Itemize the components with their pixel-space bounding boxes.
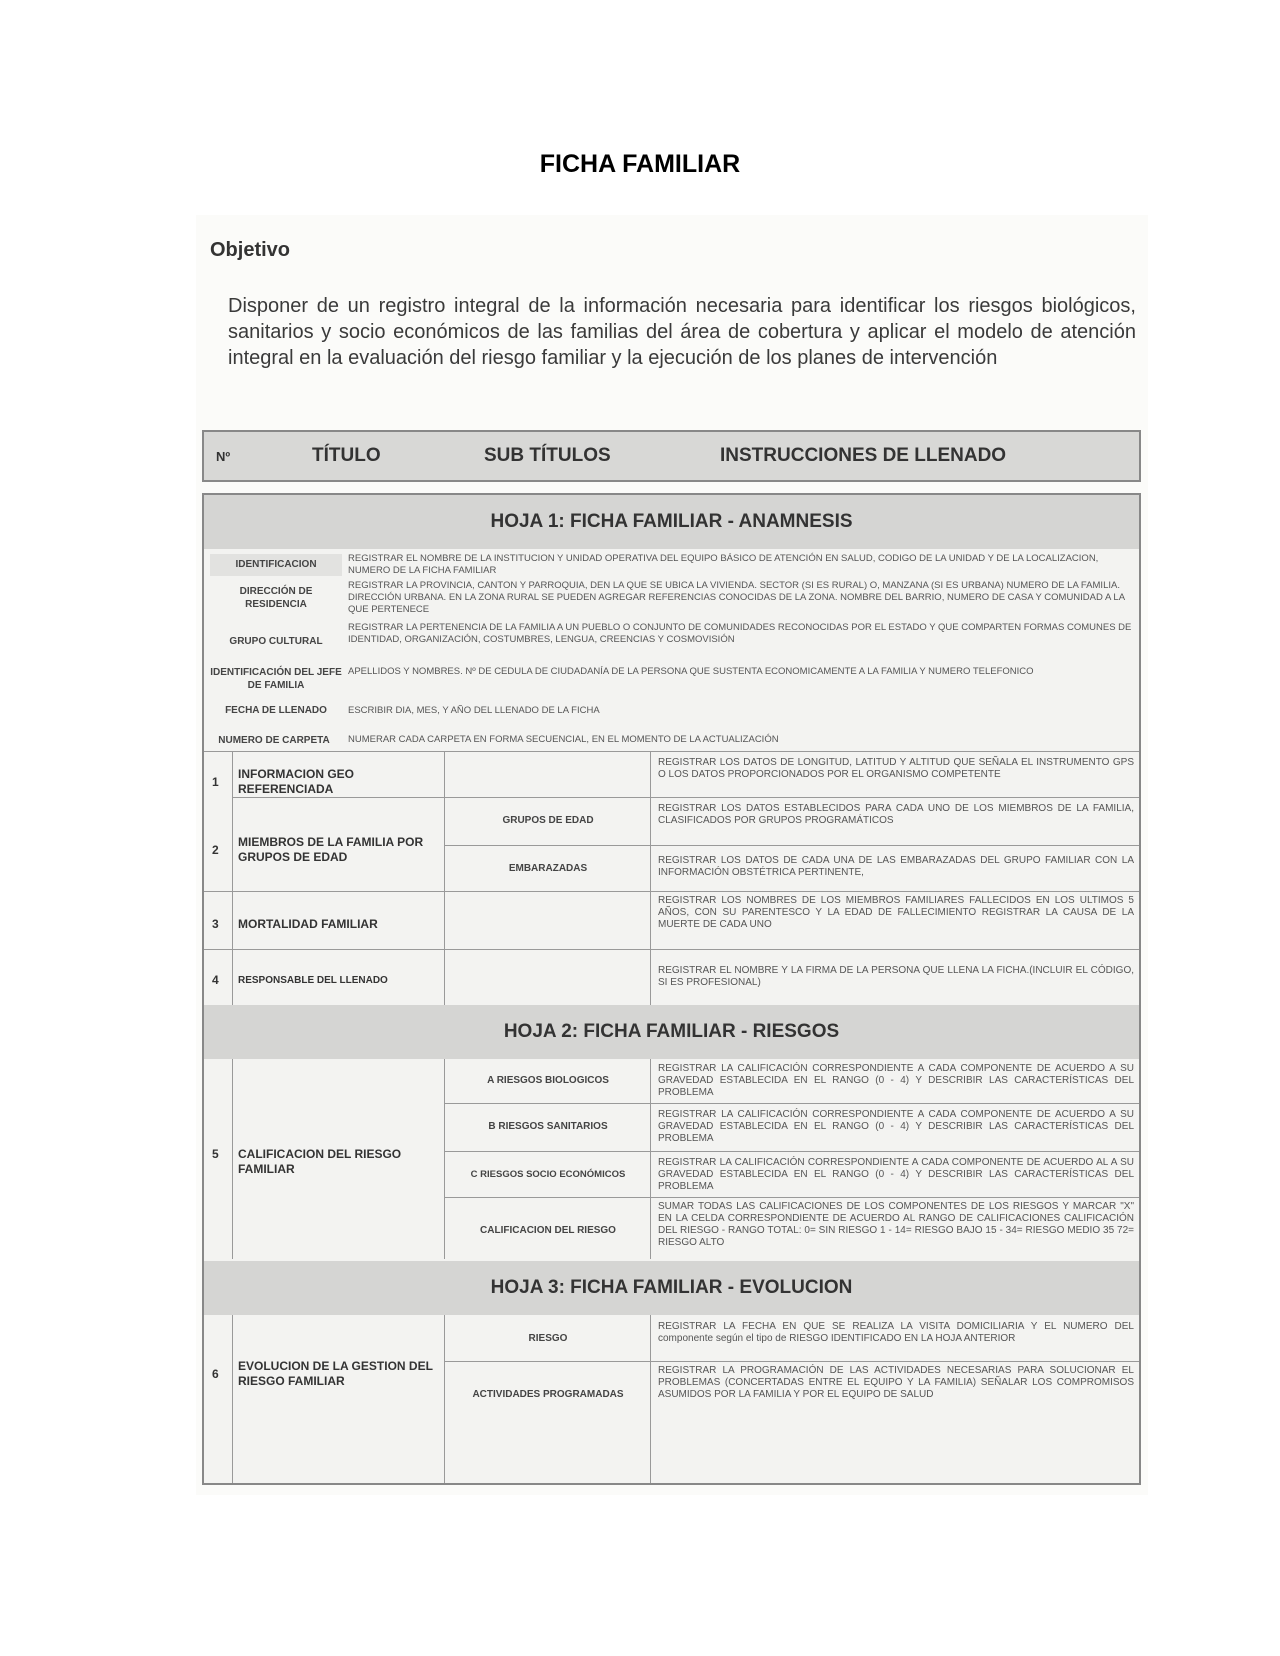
row-instruction: REGISTRAR LA CALIFICACIÓN CORRESPONDIENTE A CADA COMPONENTE DE ACUERDO A SU GRAVEDAD ESTABLECIDA EN EL RANGO (0 - 4) Y DESCRIBIR LAS CARACTERÍSTICAS DEL PROBLEMA — [658, 1063, 1134, 1098]
row-title: INFORMACION GEO REFERENCIADA — [238, 767, 354, 796]
field-row — [204, 621, 1139, 661]
sheet3-heading: HOJA 3: FICHA FAMILIAR - EVOLUCION — [204, 1261, 1139, 1315]
divider — [232, 797, 1139, 798]
divider — [232, 751, 233, 1005]
divider — [650, 1315, 651, 1483]
divider — [444, 1197, 1139, 1198]
row-subtitle: A RIESGOS BIOLOGICOS — [487, 1075, 609, 1086]
row-instruction: REGISTRAR LA CALIFICACIÓN CORRESPONDIENTE A CADA COMPONENTE DE ACUERDO A SU GRAVEDAD ESTABLECIDA EN EL RANGO (0 - 4) Y DESCRIBIR LAS CARACTERÍSTICAS DEL PROBLEMA — [658, 1109, 1134, 1144]
page-title: FICHA FAMILIAR — [539, 150, 741, 178]
objective-text: Disponer de un registro integral de la información necesaria para identificar los riesgos biológicos, sanitarios y socio económicos de las familias del área de cobertura y aplicar el modelo de atención integral en la evaluación del riesgo familiar y la ejecución de los planes de intervención — [228, 295, 1136, 369]
row-instruction: REGISTRAR LOS DATOS DE CADA UNA DE LAS EMBARAZADAS DEL GRUPO FAMILIAR CON LA INFORMACIÓN OBSTÉTRICA PERTINENTE, — [658, 855, 1134, 878]
field-instruction: REGISTRAR EL NOMBRE DE LA INSTITUCION Y UNIDAD OPERATIVA DEL EQUIPO BÁSICO DE ATENCIÓN EN SALUD, CODIGO DE LA UNIDAD Y DE LA LOCALIZACION, NUMERO DE LA FICHA FAMILIAR — [348, 553, 1099, 576]
header-instructions: INSTRUCCIONES DE LLENADO — [720, 445, 1007, 466]
field-row — [204, 551, 1139, 577]
header-subtitles: SUB TÍTULOS — [484, 445, 611, 466]
divider — [444, 1361, 1139, 1362]
field-row — [204, 699, 1139, 725]
row-subtitle: CALIFICACION DEL RIESGO — [480, 1225, 616, 1236]
row-title: EVOLUCION DE LA GESTION DEL RIESGO FAMILIAR — [238, 1359, 433, 1388]
row-number: 5 — [212, 1147, 219, 1161]
field-row — [204, 663, 1139, 695]
row-title: MIEMBROS DE LA FAMILIA POR GRUPOS DE EDAD — [238, 835, 424, 864]
divider — [232, 1315, 233, 1483]
header-num: Nº — [216, 449, 231, 464]
divider — [444, 1151, 1139, 1152]
divider — [444, 1315, 445, 1483]
row-instruction: REGISTRAR LA PROGRAMACIÓN DE LAS ACTIVIDADES NECESARIAS PARA SOLUCIONAR EL PROBLEMAS (CONCERTADAS ENTRE EL EQUIPO Y LA FAMILIA) SEÑALAR LOS COMPROMISOS ASUMIDOS POR LA FAMILIA Y POR EL EQUIPO DE SALUD — [658, 1365, 1134, 1400]
row-instruction: REGISTRAR LA FECHA EN QUE SE REALIZA LA VISITA DOMICILIARIA Y EL NUMERO DEL componente según el tipo de RIESGO IDENTIFICADO EN LA HOJA ANTERIOR — [658, 1321, 1134, 1344]
row-subtitle: RIESGO — [528, 1333, 568, 1344]
row-subtitle: C RIESGOS SOCIO ECONÓMICOS — [470, 1169, 626, 1180]
field-instruction: REGISTRAR LA PERTENENCIA DE LA FAMILIA A UN PUEBLO O CONJUNTO DE COMUNIDADES RECONOCIDAS POR EL ESTADO Y QUE COMPARTEN FORMAS COMUNES DE IDENTIDAD, ORGANIZACIÓN, COSTUMBRES, LENGUA, CREENCIAS Y COSMOVISIÓN — [348, 622, 1132, 645]
instructions-table — [202, 493, 1141, 1485]
field-label: GRUPO CULTURAL — [229, 636, 323, 647]
field-row — [204, 579, 1139, 619]
scanned-document — [196, 215, 1148, 1495]
row-instruction: REGISTRAR LOS DATOS ESTABLECIDOS PARA CADA UNO DE LOS MIEMBROS DE LA FAMILIA, CLASIFICADOS POR GRUPOS PROGRAMÁTICOS — [658, 803, 1134, 826]
objective-heading: Objetivo — [210, 239, 291, 261]
row-number: 4 — [212, 973, 219, 987]
divider — [204, 891, 1139, 892]
field-label: FECHA DE LLENADO — [225, 705, 327, 716]
field-instruction: ESCRIBIR DIA, MES, Y AÑO DEL LLENADO DE LA FICHA — [348, 705, 600, 716]
field-row — [204, 731, 1139, 751]
row-subtitle: ACTIVIDADES PROGRAMADAS — [472, 1389, 624, 1400]
row-title: MORTALIDAD FAMILIAR — [238, 917, 378, 931]
row-instruction: REGISTRAR EL NOMBRE Y LA FIRMA DE LA PERSONA QUE LLENA LA FICHA.(INCLUIR EL CÓDIGO, SI ES PROFESIONAL) — [658, 965, 1134, 988]
row-instruction: REGISTRAR LA CALIFICACIÓN CORRESPONDIENTE A CADA COMPONENTE DE ACUERDO AL A SU GRAVEDAD ESTABLECIDA EN EL RANGO (0 - 4) Y DESCRIBIR LAS CARACTERÍSTICAS DEL PROBLEMA — [658, 1157, 1134, 1192]
row-subtitle: B RIESGOS SANITARIOS — [488, 1121, 608, 1132]
field-label: DIRECCIÓN DE RESIDENCIA — [239, 586, 313, 610]
sheet2-heading: HOJA 2: FICHA FAMILIAR - RIESGOS — [204, 1005, 1139, 1059]
field-instruction: APELLIDOS Y NOMBRES. Nº DE CEDULA DE CIUDADANÍA DE LA PERSONA QUE SUSTENTA ECONOMICAMENTE A LA FAMILIA Y NUMERO TELEFONICO — [348, 666, 1034, 677]
field-label: NUMERO DE CARPETA — [218, 735, 330, 746]
row-instruction: REGISTRAR LOS NOMBRES DE LOS MIEMBROS FAMILIARES FALLECIDOS EN LOS ULTIMOS 5 AÑOS, CON SU PARENTESCO Y LA EDAD DE FALLECIMIENTO REGISTRAR LA CAUSA DE LA MUERTE DE CADA UNO — [658, 895, 1134, 930]
row-number: 6 — [212, 1367, 219, 1381]
row-number: 2 — [212, 843, 219, 857]
header-title: TÍTULO — [312, 445, 381, 466]
row-instruction: REGISTRAR LOS DATOS DE LONGITUD, LATITUD Y ALTITUD QUE SEÑALA EL INSTRUMENTO GPS O LOS DATOS PROPORCIONADOS POR EL ORGANISMO COMPETENTE — [658, 757, 1134, 780]
row-number: 1 — [212, 775, 219, 789]
divider — [444, 1059, 445, 1259]
sheet1-heading: HOJA 1: FICHA FAMILIAR - ANAMNESIS — [204, 495, 1139, 549]
row-subtitle: GRUPOS DE EDAD — [502, 815, 594, 826]
row-instruction: SUMAR TODAS LAS CALIFICACIONES DE LOS COMPONENTES DE LOS RIESGOS Y MARCAR "X" EN LA CELDA CORRESPONDIENTE DE ACUERDO AL RANGO DE CALIFICACIONES CALIFICACIÓN DEL RIESGO - RANGO TOTAL: 0= SIN RIESGO 1 - 14= RIESGO BAJO 15 - 34= RIESGO MEDIO 35 72= RIESGO ALTO — [658, 1201, 1134, 1248]
field-label: IDENTIFICACION — [210, 554, 342, 576]
row-title: RESPONSABLE DEL LLENADO — [238, 975, 388, 986]
divider — [650, 1059, 651, 1259]
field-instruction: NUMERAR CADA CARPETA EN FORMA SECUENCIAL, EN EL MOMENTO DE LA ACTUALIZACIÓN — [348, 734, 779, 745]
field-instruction: REGISTRAR LA PROVINCIA, CANTON Y PARROQUIA, DEN LA QUE SE UBICA LA VIVIENDA. SECTOR (SI ES RURAL) O, MANZANA (SI ES URBANA) NUMERO DE LA FAMILIA. DIRECCIÓN URBANA. EN LA ZONA RURAL SE PUEDEN AGREGAR REFERENCIAS CONOCIDAS DE LA ZONA. NOMBRE DEL BARRIO, NUMERO DE CASA Y COMUNIDAD A LA QUE PERTENECE — [348, 580, 1125, 615]
divider — [650, 751, 651, 1005]
row-number: 3 — [212, 917, 219, 931]
divider — [444, 845, 1139, 846]
divider — [232, 1059, 233, 1259]
table-header — [202, 430, 1141, 482]
divider — [204, 751, 1139, 752]
field-label: IDENTIFICACIÓN DEL JEFE DE FAMILIA — [210, 667, 342, 691]
divider — [444, 1103, 1139, 1104]
divider — [444, 751, 445, 1005]
divider — [204, 949, 1139, 950]
row-subtitle: EMBARAZADAS — [508, 863, 588, 874]
row-title: CALIFICACION DEL RIESGO FAMILIAR — [238, 1147, 402, 1176]
